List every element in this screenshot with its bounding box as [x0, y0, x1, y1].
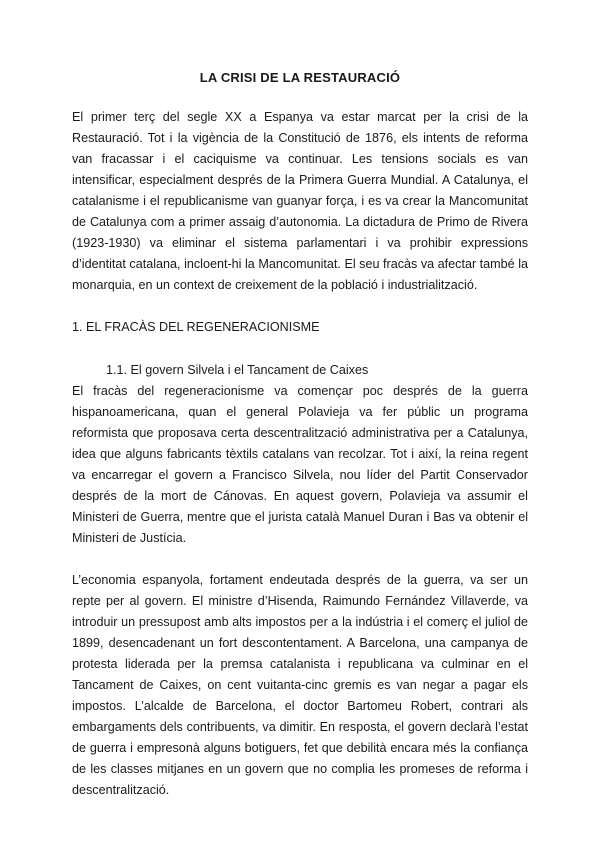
- intro-paragraph: El primer terç del segle XX a Espanya va estar marcat per la crisi de la Restauració. Tot i la vigència de la Constitució de 1876, els intents de reforma van fracassar i el caciquisme va continuar. Les tensions socials es van intensificar, especialment després de la Primera Guerra Mundial. A Catalunya, el catalanisme i el republicanisme van guanyar força, i es va crear la Mancomunitat de Catalunya com a primer assaig d’autonomia. La dictadura de Primo de Rivera (1923-1930) va eliminar el sistema parlamentari i va prohibir expressions d’identitat catalana, incloent-hi la Mancomunitat. El seu fracàs va afectar també la monarquia, en un context de creixement de la població i industrialització.: [72, 110, 528, 292]
- document-title: LA CRISI DE LA RESTAURACIÓ: [199, 70, 401, 85]
- paragraph-spacer: [72, 549, 528, 570]
- body-paragraph-1: El fracàs del regeneracionisme va començar poc després de la guerra hispanoamericana, quan el general Polavieja va fer públic un programa reformista que proposava certa descentralització administrativa per a Catalunya, idea que alguns fabricants tèxtils catalans van recolzar. Tot i així, la reina regent va encarregar el govern a Francisco Silvela, nou líder del Partit Conservador després de la mort de Cánovas. En aquest govern, Polavieja va assumir el Ministeri de Guerra, mentre que el jurista català Manuel Duran i Bas va obtenir el Ministeri de Justícia.: [72, 384, 528, 545]
- body-paragraph-2: L’economia espanyola, fortament endeutada després de la guerra, va ser un repte per al govern. El ministre d’Hisenda, Raimundo Fernández Villaverde, va introduir un pressupost amb alts impostos per a la indústria i el comerç el juliol de 1899, desencadenant un fort descontentament. A Barcelona, una campanya de protesta liderada per la premsa catalanista i republicana va culminar en el Tancament de Caixes, on cent vuitanta-cinc gremis es van negar a pagar els impostos. L’alcalde de Barcelona, el doctor Bartomeu Robert, contrari als embargaments dels contribuents, va dimitir. En resposta, el govern declarà l’estat de guerra i empresonà alguns botiguers, fet que debilità encara més la confiança de les classes mitjanes en un govern que no complia les promeses de reforma i descentralització.: [72, 573, 528, 797]
- section-heading: 1. EL FRACÀS DEL REGENERACIONISME: [72, 320, 320, 334]
- subsection-heading: 1.1. El govern Silvela i el Tancament de Caixes: [106, 363, 369, 377]
